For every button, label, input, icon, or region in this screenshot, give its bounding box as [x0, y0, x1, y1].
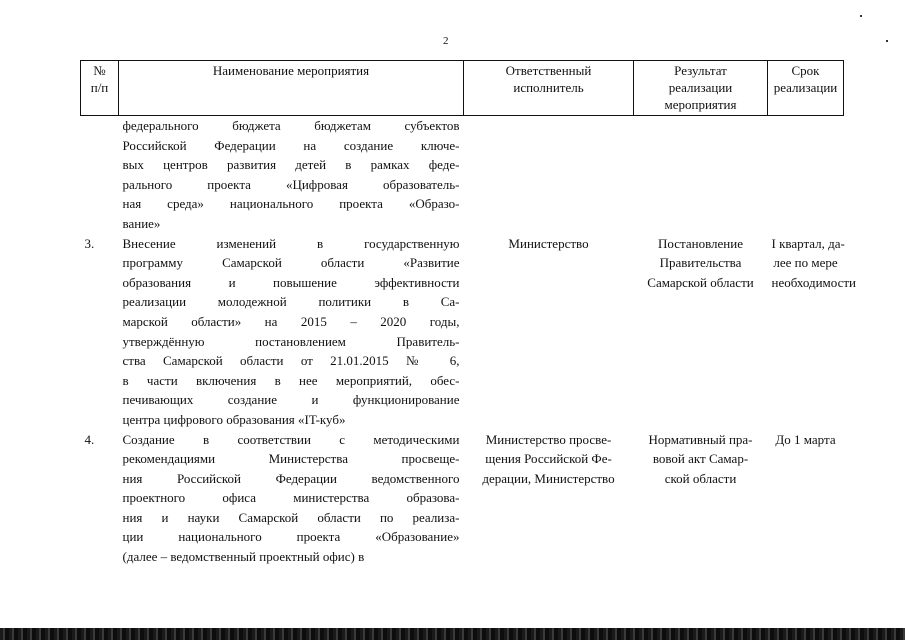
header-number-line: №: [93, 63, 106, 78]
event-name-line: ния и науки Самарской области по реализа-: [122, 509, 460, 525]
scan-edge-bar: [0, 628, 905, 640]
deadline-line: лее по мере: [773, 255, 838, 271]
event-name-cell: [119, 430, 464, 567]
result-line: Правительства: [659, 255, 742, 271]
page-number: 2: [443, 35, 449, 47]
event-name-line: утверждённую постановлением Правитель-: [122, 333, 460, 349]
event-name-line: рального проекта «Цифровая образователь-: [122, 176, 460, 192]
result-cell: [634, 234, 768, 430]
header-executor: [464, 61, 634, 116]
event-name-line: марской области» на 2015 – 2020 годы,: [122, 313, 460, 329]
header-executor-line: исполнитель: [513, 80, 584, 95]
header-result-line: реализации: [668, 80, 733, 95]
deadline-line: необходимости: [771, 274, 857, 290]
header-deadline-line: Срок: [791, 63, 820, 78]
deadline-cell: [768, 116, 844, 234]
event-name-line: федерального бюджета бюджетам субъектов: [122, 118, 460, 133]
event-name-line: вание»: [122, 215, 161, 231]
event-name-line: печивающих создание и функционирование: [122, 392, 460, 408]
executor-cell: [464, 430, 634, 567]
result-cell: [634, 430, 768, 567]
header-deadline: [768, 61, 844, 116]
event-name-line: Российской Федерации на создание ключе-: [122, 137, 460, 153]
header-result: [634, 61, 768, 116]
event-name-line: ная среда» национального проекта «Образо-: [122, 196, 460, 212]
event-name-line: ния Российской Федерации ведомственного: [122, 470, 460, 486]
executor-cell: [464, 234, 634, 430]
table-row: [81, 234, 844, 430]
event-name-line: программу Самарской области «Развитие: [122, 255, 460, 271]
scan-speck: [886, 40, 888, 42]
deadline-cell: [768, 234, 857, 430]
event-name-cell: [119, 234, 464, 430]
table-row: [81, 116, 844, 234]
scan-speck: [860, 15, 862, 17]
event-name-line: проектного офиса министерства образова-: [122, 490, 460, 506]
event-name-line: рекомендациями Министерства просвеще-: [122, 451, 460, 467]
header-number-line: п/п: [90, 80, 109, 95]
header-event-name: Наименование мероприятия: [119, 61, 464, 116]
header-result-line: мероприятия: [664, 97, 737, 112]
result-cell: [634, 116, 768, 234]
header-number: [81, 61, 119, 116]
event-name-line: вых центров развития детей в рамках феде-: [122, 157, 460, 173]
result-line: Самарской области: [647, 274, 754, 290]
table-row: [81, 430, 844, 567]
executor-line: щения Российской Фе-: [485, 451, 612, 467]
row-number: 4.: [84, 431, 95, 447]
result-line: Нормативный пра-: [648, 431, 753, 447]
header-result-line: Результат: [674, 63, 727, 78]
result-line: ской области: [664, 470, 737, 486]
events-table: [80, 60, 857, 567]
result-line: вовой акт Самар-: [652, 451, 749, 467]
event-name-line: Внесение изменений в государственную: [122, 235, 460, 251]
executor-line: дерации, Министерство: [482, 470, 615, 486]
row-number: 3.: [84, 235, 95, 251]
event-name-line: в части включения в нее мероприятий, обес-: [122, 372, 460, 388]
event-name-line: ции национального проекта «Образование»: [122, 529, 460, 545]
header-deadline-line: реализации: [773, 80, 838, 95]
deadline-cell: [768, 430, 844, 567]
event-name-line: реализации молодежной политики в Са-: [122, 294, 460, 310]
row-number: [81, 116, 119, 234]
executor-cell: [464, 116, 634, 234]
event-name-line: центра цифрового образования «IT-куб»: [122, 411, 346, 427]
event-name-line: (далее – ведомственный проектный офис) в: [122, 549, 365, 565]
event-name-cell: [119, 116, 464, 234]
deadline-line: I квартал, да-: [771, 235, 845, 251]
event-name-line: Создание в соответствии с методическими: [122, 431, 460, 447]
header-executor-line: Ответственный: [505, 63, 592, 78]
deadline-line: До 1 марта: [775, 431, 836, 447]
table-header-row: [81, 61, 844, 116]
executor-line: Министерство: [508, 235, 589, 251]
result-line: Постановление: [658, 235, 743, 251]
executor-line: Министерство просве-: [485, 431, 612, 447]
event-name-line: образования и повышение эффективности: [122, 274, 460, 290]
event-name-line: ства Самарской области от 21.01.2015 № 6,: [122, 353, 460, 369]
